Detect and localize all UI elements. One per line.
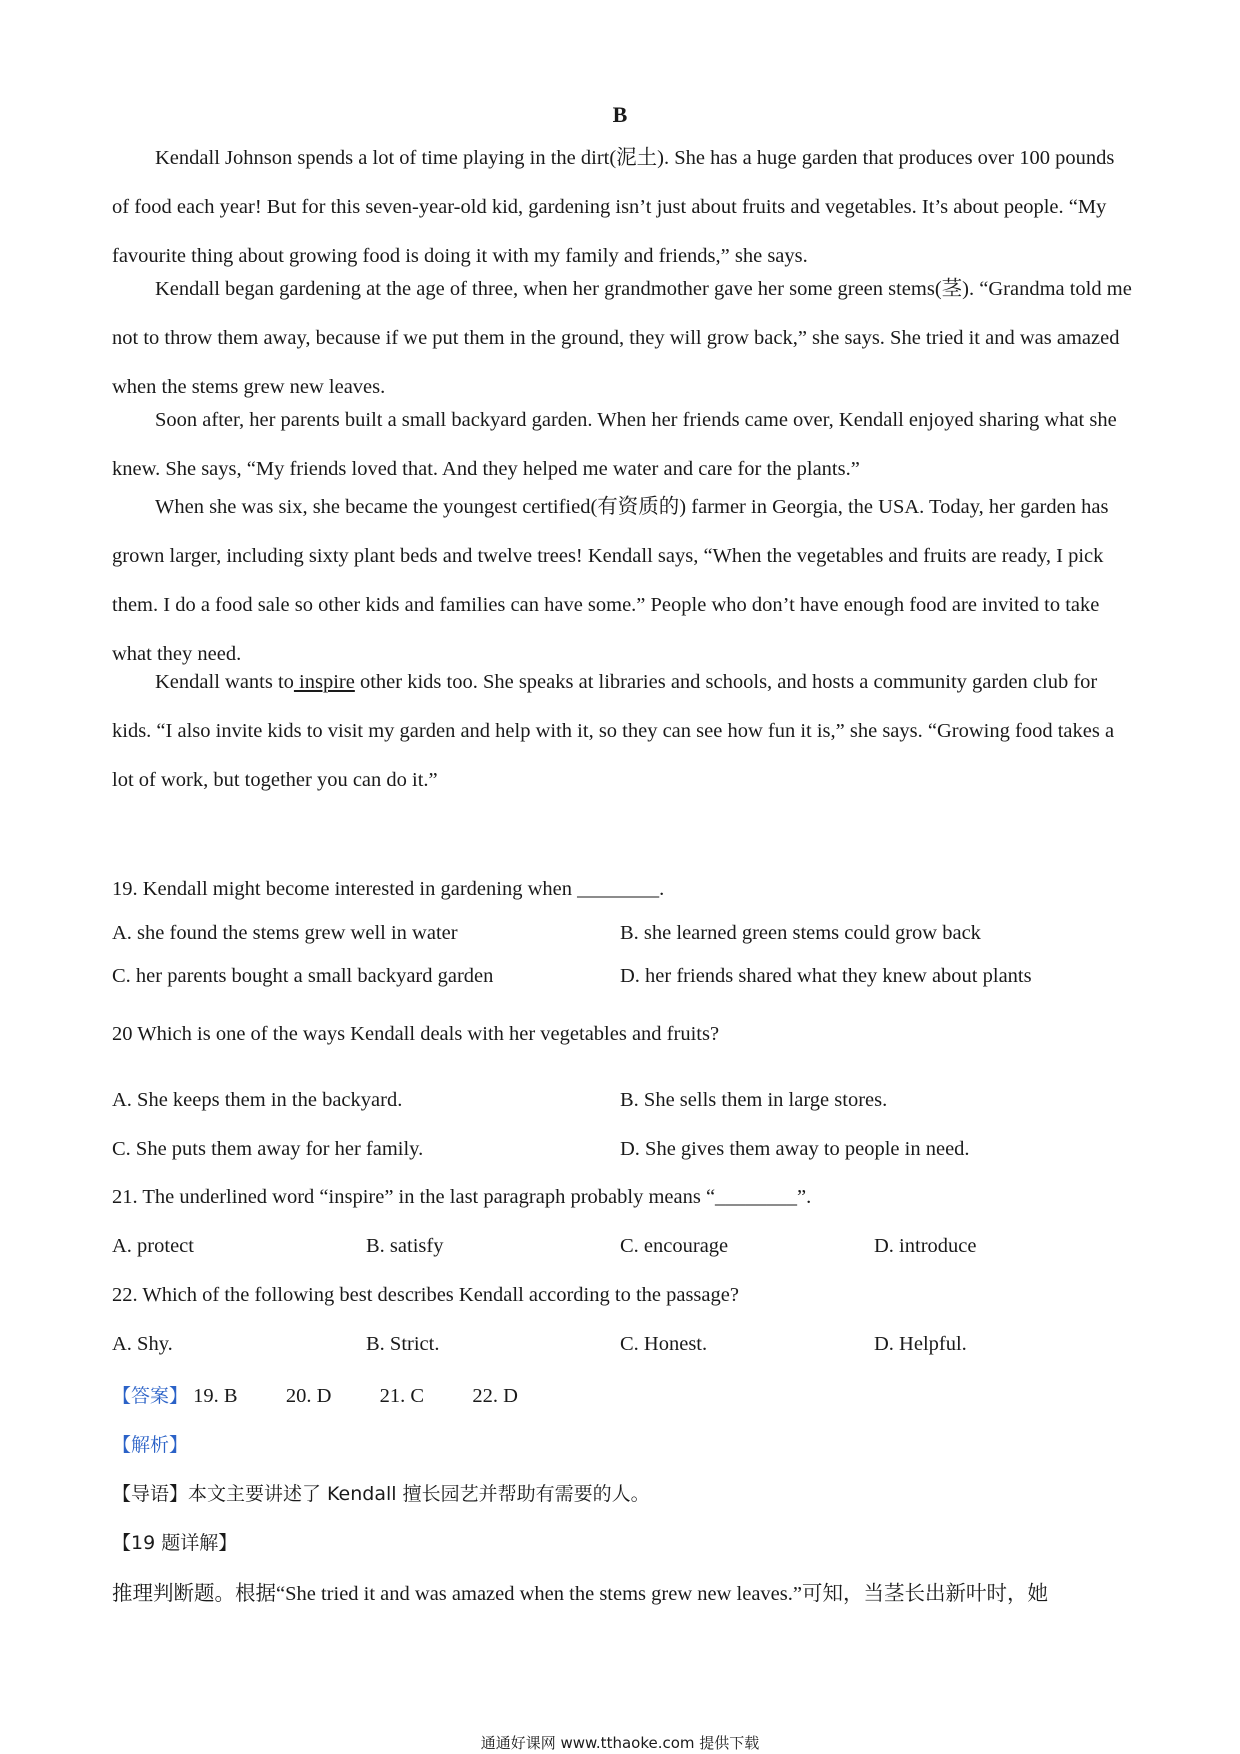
q19-detail-label: 【19 题详解】 (112, 1532, 238, 1554)
passage-paragraph-4: When she was six, she became the youngest certified(有资质的) farmer in Georgia, the USA. Today, her garden has grown larger, including sixty plant beds and twelve trees! Kendall says, “When the vegetables and fruits are ready, I pick them. I do a food sale so other kids and families can have some.” People who don’t have enough food are invited to take what they need. (112, 496, 1109, 665)
footer-source: 通通好课网 www.tthaoke.com 提供下载 (480, 1734, 760, 1752)
passage-paragraph-3: Soon after, her parents built a small backyard garden. When her friends came over, Kendall enjoyed sharing what she knew. She says, “My friends loved that. And they helped me water and care for the plants.” (112, 409, 1117, 480)
question-19-option-d[interactable]: D. her friends shared what they knew about plants (620, 965, 1032, 987)
q19-detail-text: 推理判断题。根据“She tried it and was amazed when the stems grew new leaves.”可知，当茎长出新叶时，她 (112, 1583, 1048, 1605)
question-20-option-d[interactable]: D. She gives them away to people in need. (620, 1138, 970, 1160)
guide-text: 【导语】本文主要讲述了 Kendall 擅长园艺并帮助有需要的人。 (112, 1483, 650, 1505)
passage-paragraph-2: Kendall began gardening at the age of three, when her grandmother gave her some green stems(茎). “Grandma told me not to throw them away, because if we put them in the ground, they will grow back,” she says. She tried it and was amazed when the stems grew new leaves. (112, 278, 1132, 398)
answer-19: 19. B (193, 1385, 238, 1407)
answer-22: 22. D (472, 1385, 518, 1407)
passage-paragraph-5 (112, 658, 1132, 805)
question-20-option-b[interactable]: B. She sells them in large stores. (620, 1089, 888, 1111)
question-21-option-a[interactable]: A. protect (112, 1235, 194, 1257)
question-22-option-b[interactable]: B. Strict. (366, 1333, 440, 1355)
question-20-option-c[interactable]: C. She puts them away for her family. (112, 1138, 424, 1160)
analysis-label: 【解析】 (112, 1434, 189, 1456)
question-19-option-c[interactable]: C. her parents bought a small backyard garden (112, 965, 494, 987)
question-20-option-a[interactable]: A. She keeps them in the backyard. (112, 1089, 403, 1111)
question-22-option-c[interactable]: C. Honest. (620, 1333, 708, 1355)
last-para-rest: other kids too. She speaks at libraries and schools, and hosts a community garden club for kids. “I also invite kids to visit my garden and help with it, so they can see how fun it is,” she says. “Growing food takes a lot of work, but together you can do it.” (112, 671, 1115, 791)
answer-label: 【答案】 (112, 1385, 189, 1407)
passage-paragraph-1: Kendall Johnson spends a lot of time playing in the dirt(泥土). She has a huge garden that produces over 100 pounds of food each year! But for this seven-year-old kid, gardening isn’t just about fruits and vegetables. It’s about people. “My favourite thing about growing food is doing it with my family and friends,” she says. (112, 147, 1115, 267)
answer-20: 20. D (285, 1385, 332, 1407)
question-19-option-a[interactable]: A. she found the stems grew well in water (112, 922, 458, 944)
answer-21: 21. C (379, 1385, 425, 1407)
answer-line (112, 1381, 518, 1408)
question-21-option-b[interactable]: B. satisfy (366, 1235, 444, 1257)
last-para-start: Kendall wants to (155, 671, 294, 693)
question-21-stem: 21. The underlined word “inspire” in the last paragraph probably means “________”. (112, 1186, 812, 1208)
question-21-option-c[interactable]: C. encourage (620, 1235, 729, 1257)
underlined-word-inspire: inspire (293, 671, 355, 693)
question-21-option-d[interactable]: D. introduce (874, 1235, 977, 1257)
question-19-option-b[interactable]: B. she learned green stems could grow back (620, 922, 981, 944)
section-title: B (612, 102, 628, 127)
question-22-option-a[interactable]: A. Shy. (112, 1333, 173, 1355)
question-19-stem: 19. Kendall might become interested in gardening when ________. (112, 878, 665, 900)
question-22-stem: 22. Which of the following best describes Kendall according to the passage? (112, 1284, 739, 1306)
question-20-stem: 20 Which is one of the ways Kendall deals with her vegetables and fruits? (112, 1023, 720, 1045)
question-22-option-d[interactable]: D. Helpful. (874, 1333, 967, 1355)
